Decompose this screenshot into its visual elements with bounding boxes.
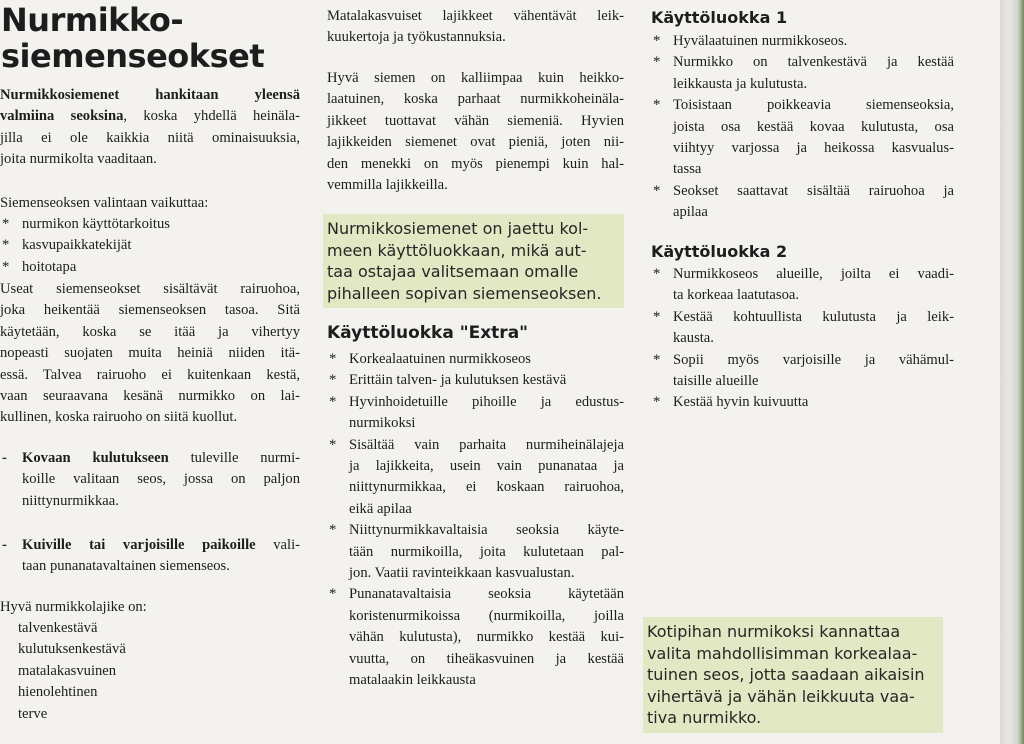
- list-item: [327, 584, 624, 691]
- text-line: jikkeet tuottavat vähän siemeniä. Hyvien: [327, 112, 624, 129]
- text-line: den menekki on myös pienempi kuin hal-: [327, 155, 624, 172]
- highlight-box-home-lawn: [643, 617, 943, 733]
- item-line: * Sopii myös varjoisille ja vähämul-: [673, 351, 954, 368]
- weeds-line: käytetään, koska se itää ja vihertyy: [0, 323, 300, 340]
- note-line: tuinen seos, jotta saadaan aikaisin: [647, 665, 925, 684]
- item-line: * Niittynurmikkavaltaisia seoksia käyte-: [349, 522, 624, 539]
- weeds-line: essä. Talvea rairuoho ei kuitenkaan kestä,: [0, 366, 300, 383]
- item-line: apilaa: [673, 204, 708, 221]
- list-item: [651, 181, 954, 224]
- dash-list-1: [0, 448, 300, 512]
- item-line: matalaakin leikkausta: [349, 672, 476, 689]
- list-item: * kasvupaikkatekijät: [0, 235, 300, 256]
- class2-list: [651, 264, 954, 414]
- weeds-line: vaan seuraavana kesänä nurmikko on lai-: [0, 388, 300, 405]
- heading-class-extra: Käyttöluokka "Extra": [327, 323, 529, 343]
- text-line: vemmilla lajikkeilla.: [327, 177, 448, 194]
- list-item: [651, 31, 954, 52]
- dash-item-wear: [0, 448, 300, 512]
- good-list: [0, 618, 300, 725]
- list-item: * nurmikon käyttötarkoitus: [0, 214, 300, 235]
- weeds-line: Useat siemenseokset sisältävät rairuohoa,: [0, 281, 300, 297]
- class1-list: [651, 31, 954, 224]
- list-item: kulutuksenkestävä: [18, 641, 126, 658]
- item-line: koristenurmikoissa (nurmikoilla, joilla: [349, 607, 624, 624]
- choice-heading: Siemenseoksen valintaan vaikuttaa:: [0, 195, 209, 211]
- intro-line: jilla ei ole kaikkia niitä ominaisuuksia,: [0, 129, 300, 146]
- list-item: [327, 392, 624, 435]
- list-item: matalakasvuinen: [18, 662, 117, 679]
- dash-line: koille valitaan seos, jossa on paljon: [22, 471, 300, 488]
- list-item: [327, 370, 624, 391]
- weeds-line: kullinen, koska rairuoho on siitä kuollut.: [0, 409, 238, 426]
- list-item: hienolehtinen: [18, 684, 98, 701]
- list-item: [651, 264, 954, 307]
- page-edge: [1000, 0, 1024, 744]
- heading-class-1: Käyttöluokka 1: [651, 8, 788, 27]
- good-heading: Hyvä nurmikkolajike on:: [0, 599, 147, 615]
- item-line: * Toisistaan poikkeavia siemenseoksia,: [673, 97, 954, 114]
- list-item: [651, 307, 954, 350]
- text-line: lajikkeiden siemenet ovat pieniä, joten nii-: [327, 134, 624, 151]
- item-line: * Kestää hyvin kuivuutta: [673, 394, 809, 411]
- item-line: leikkausta ja kulutusta.: [673, 75, 808, 92]
- list-item: terve: [18, 705, 48, 722]
- weeds-line: nopeasti suojaten muita heiniä niiden itä-: [0, 345, 300, 362]
- list-item: talvenkestävä: [18, 620, 98, 636]
- intro-paragraph: [0, 85, 300, 171]
- item-line: tään nurmikoilla, joita kulutetaan pal-: [349, 543, 624, 560]
- dash-list-2: [0, 535, 300, 578]
- dash-line: - Kuiville tai varjoisille paikoille vali-: [22, 537, 300, 553]
- text-line: kuukertoja ja työkustannuksia.: [327, 29, 506, 46]
- choice-list: [0, 214, 300, 278]
- paragraph-low-growing: [327, 6, 624, 49]
- item-line: taisille alueille: [673, 373, 759, 390]
- item-line: ja lajikkeita, usein vain punanataa ja: [349, 458, 624, 475]
- item-line: niittynurmikkaa, ei koskaan rairuohoa,: [349, 479, 624, 496]
- intro-line: Nurmikkosiemenet hankitaan yleensä: [0, 87, 300, 103]
- item-line: jon. Vaatii ravinteikkaan kasvualustan.: [349, 565, 575, 582]
- dash-line: niittynurmikkaa.: [22, 492, 119, 509]
- item-line: * Sisältää vain parhaita nurmiheinälajeja: [349, 436, 624, 453]
- item-line: * Seokset saattavat sisältää rairuohoa ja: [673, 182, 954, 199]
- item-line: vuutta, on tiheäkasvuinen ja kestää: [349, 650, 624, 667]
- dash-item-dry: [0, 535, 300, 578]
- note-line: meen käyttöluokkaan, mikä aut-: [327, 240, 587, 260]
- item-line: * Kestää kohtuullista kulutusta ja leik-: [673, 308, 954, 325]
- intro-line: valmiina seoksina, koska yhdellä heinäla-: [0, 108, 300, 125]
- list-item: [651, 392, 954, 413]
- list-item: * hoitotapa: [0, 257, 300, 278]
- page-title: [1, 2, 264, 74]
- note-line: valita mahdollisimman korkealaa-: [647, 643, 918, 663]
- list-item: [327, 349, 624, 370]
- item-line: kausta.: [673, 330, 714, 347]
- text-line: laatuinen, koska parhaat nurmikkoheinäla-: [327, 91, 624, 108]
- list-item: [651, 350, 954, 393]
- item-line: nurmikoksi: [349, 415, 416, 432]
- intro-line: joita nurmikolta vaaditaan.: [0, 151, 157, 168]
- item-line: tassa: [673, 161, 702, 178]
- note-line: vihertävä ja vähän leikkuuta vaa-: [647, 686, 915, 706]
- item-line: * Hyvälaatuinen nurmikkoseos.: [673, 33, 848, 49]
- note-line: taa ostajaa valitsemaan omalle: [327, 262, 579, 281]
- weeds-paragraph: [0, 279, 300, 429]
- item-line: viihtyy varjossa ja heikossa kasvualus-: [673, 140, 954, 157]
- note-line: tiva nurmikko.: [647, 708, 762, 727]
- item-line: * Hyvinhoidetuille pihoille ja edustus-: [349, 393, 624, 410]
- item-line: * Nurmikkoseos alueille, joilta ei vaadi-: [673, 266, 954, 282]
- highlight-box-classes: [323, 214, 624, 308]
- paragraph-seed-price: [327, 68, 624, 196]
- weeds-line: joka heikentää siemenseoksen tasoa. Sitä: [0, 302, 300, 319]
- item-line: * Punanatavaltaisia seoksia käytetään: [349, 586, 624, 603]
- item-line: ta korkeaa laatutasoa.: [673, 287, 800, 304]
- text-line: Hyvä siemen on kalliimpaa kuin heikko-: [327, 70, 624, 86]
- text-line: Matalakasvuiset lajikkeet vähentävät leik-: [327, 8, 624, 24]
- title-line-2: siemenseokset: [1, 37, 265, 75]
- note-line: pihalleen sopivan siemenseoksen.: [327, 283, 602, 303]
- dash-line: taan punanatavaltainen siemenseos.: [22, 558, 230, 575]
- note-line: Nurmikkosiemenet on jaettu kol-: [327, 219, 589, 238]
- item-line: eikä apilaa: [349, 500, 412, 517]
- list-item: [327, 435, 624, 521]
- title-line-1: Nurmikko-: [1, 1, 184, 39]
- list-item: [651, 52, 954, 95]
- extra-list: [327, 349, 624, 692]
- list-item: [651, 95, 954, 181]
- item-line: joista osa kestää kovaa kulutusta, osa: [673, 118, 954, 135]
- note-line: Kotipihan nurmikoksi kannattaa: [647, 622, 901, 641]
- item-line: vähän kulutusta), nurmikko kestää kui-: [349, 629, 624, 646]
- list-item: [327, 520, 624, 584]
- item-line: * Erittäin talven- ja kulutuksen kestävä: [349, 372, 567, 389]
- dash-line: - Kovaan kulutukseen tuleville nurmi-: [22, 450, 300, 466]
- item-line: * Nurmikko on talvenkestävä ja kestää: [673, 54, 954, 71]
- heading-class-2: Käyttöluokka 2: [651, 242, 788, 261]
- item-line: * Korkealaatuinen nurmikkoseos: [349, 351, 531, 367]
